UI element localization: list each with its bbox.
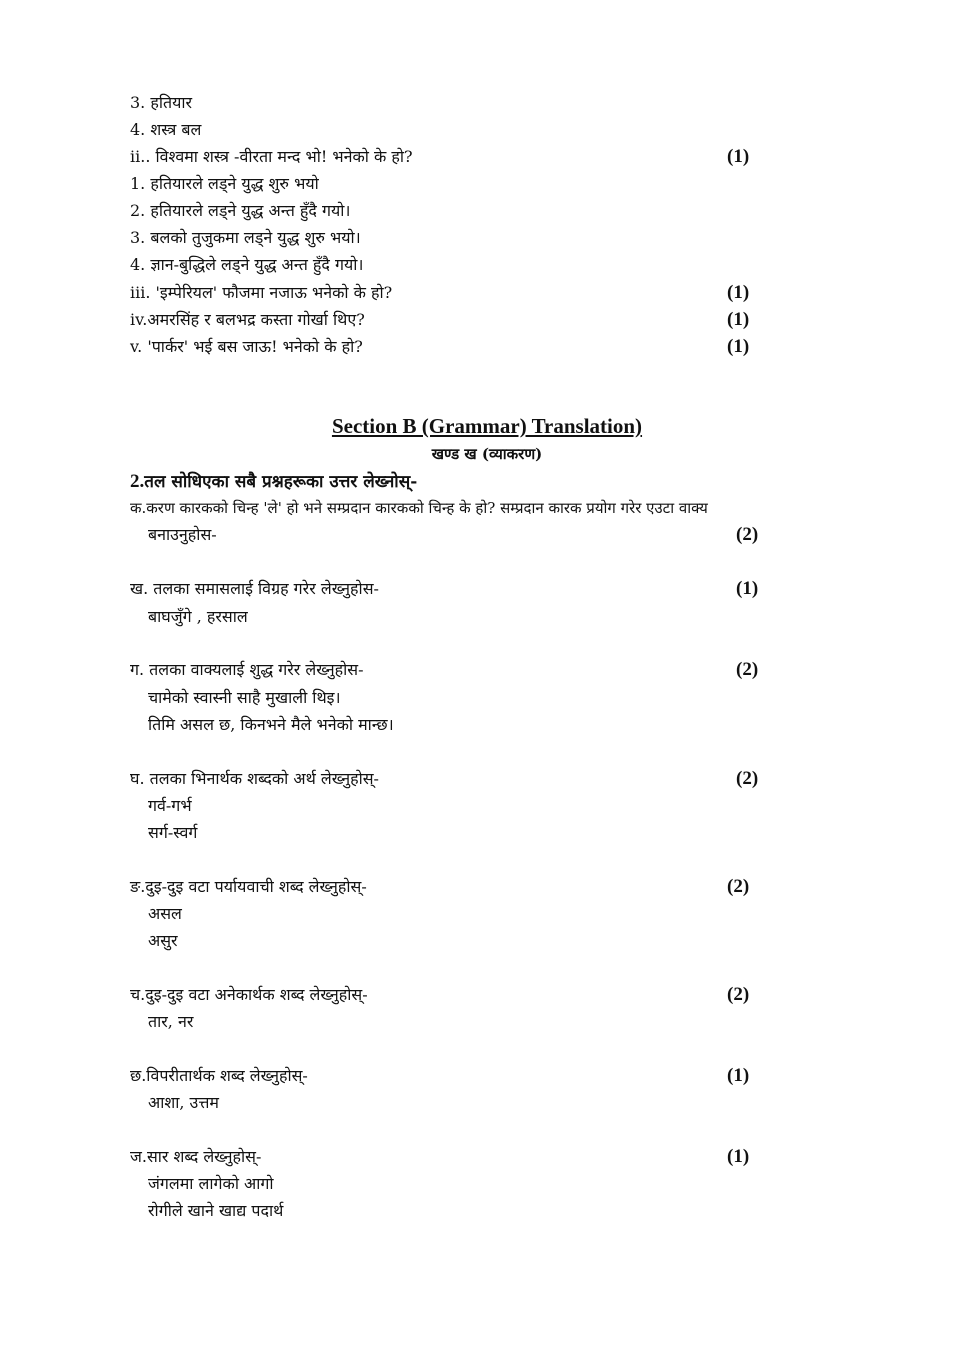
- mark-label: (2): [727, 876, 750, 897]
- mark-label: (1): [727, 1065, 750, 1086]
- mark-label: (1): [736, 578, 759, 599]
- item-prompt: ग. तलका वाक्यलाई शुद्ध गरेर लेख्नुहोस-: [130, 660, 364, 679]
- item-sub: तिमि असल छ, किनभने मैले भनेको मान्छ।: [148, 715, 394, 734]
- mark-label: (1): [727, 309, 750, 330]
- mark-label: (2): [736, 659, 759, 680]
- item-prompt: ज.सार शब्द लेख्नुहोस्-: [130, 1147, 262, 1166]
- question-line: iv.अमरसिंह र बलभद्र कस्ता गोर्खा थिए?: [130, 310, 365, 329]
- section-subtitle: खण्ड ख (व्याकरण): [431, 445, 543, 463]
- item-sub: चामेको स्वास्नी साहै मुखाली थिइ।: [148, 688, 341, 707]
- item-sub: बनाउनुहोस-: [148, 525, 217, 544]
- item-sub: जंगलमा लागेको आगो: [148, 1174, 274, 1193]
- item-prompt: च.दुइ-दुइ वटा अनेकार्थक शब्द लेख्नुहोस्-: [130, 985, 368, 1004]
- question-heading: [130, 469, 417, 493]
- item-sub: रोगीले खाने खाद्य पदार्थ: [148, 1201, 284, 1220]
- mark-label: (1): [727, 1146, 750, 1167]
- mark-label: (1): [727, 282, 750, 303]
- item-prompt: ख. तलका समासलाई विग्रह गरेर लेख्नुहोस-: [130, 579, 379, 598]
- item-prompt: क.करण कारकको चिन्ह 'ले' हो भने सम्प्रदान कारकको चिन्ह के हो? सम्प्रदान कारक प्रयोग गरेर एउटा वाक्य: [130, 499, 708, 517]
- option-line: 2. हतियारले लड्ने युद्ध अन्त हुँदै गयो।: [130, 201, 351, 220]
- mark-label: (1): [727, 336, 750, 357]
- item-prompt: छ.विपरीतार्थक शब्द लेख्नुहोस्-: [130, 1066, 308, 1085]
- question-number: 2.: [130, 471, 145, 492]
- option-line: 4. शस्त्र बल: [130, 120, 202, 139]
- item-sub: तार, नर: [148, 1012, 194, 1031]
- item-sub: आशा, उत्तम: [148, 1093, 219, 1112]
- item-sub: बाघजुँगे , हरसाल: [148, 607, 248, 626]
- mark-label: (2): [736, 768, 759, 789]
- option-line: 3. बलको तुजुकमा लड्ने युद्ध शुरु भयो।: [130, 228, 361, 247]
- mark-label: (2): [727, 984, 750, 1005]
- option-line: 4. ज्ञान-बुद्धिले लड्ने युद्ध अन्त हुँदै गयो।: [130, 255, 364, 274]
- item-sub: असुर: [148, 931, 178, 950]
- item-prompt: घ. तलका भिनार्थक शब्दको अर्थ लेख्नुहोस्-: [130, 769, 379, 788]
- item-sub: असल: [148, 904, 182, 923]
- item-prompt: ङ.दुइ-दुइ वटा पर्यायवाची शब्द लेख्नुहोस्-: [130, 877, 367, 896]
- section-title: Section B (Grammar) Translation): [331, 414, 643, 438]
- question-line: iii. 'इम्पेरियल' फौजमा नजाऊ भनेको के हो?: [130, 283, 393, 302]
- question-text: तल सोधिएका सबै प्रश्नहरूका उत्तर लेख्नोस्-: [144, 472, 418, 492]
- mark-label: (2): [736, 524, 759, 545]
- question-line: v. 'पार्कर' भई बस जाऊ! भनेको के हो?: [130, 337, 363, 356]
- question-line: ii.. विश्वमा शस्त्र -वीरता मन्द भो! भनेको के हो?: [130, 147, 413, 166]
- mark-label: (1): [727, 146, 750, 167]
- item-sub: गर्व-गर्भ: [148, 796, 192, 815]
- option-line: 1. हतियारले लड्ने युद्ध शुरु भयो: [130, 174, 319, 193]
- option-line: 3. हतियार: [130, 93, 193, 112]
- item-sub: सर्ग-स्वर्ग: [148, 823, 198, 842]
